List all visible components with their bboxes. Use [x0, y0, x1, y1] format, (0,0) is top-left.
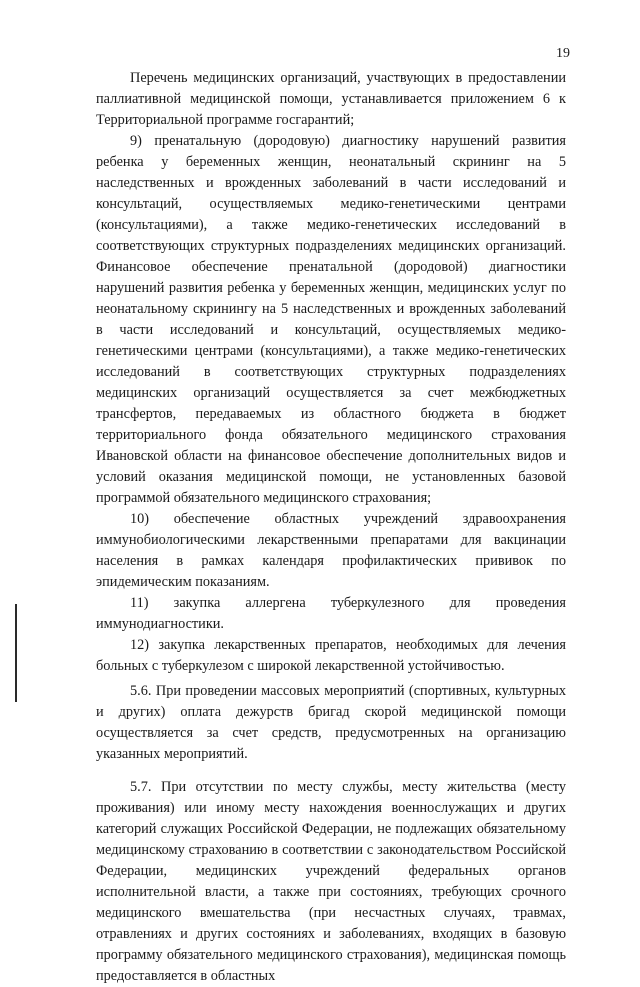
paragraph-intro: Перечень медицинских организаций, участвующих в предоставлении паллиативной медицинской помощи, устанавливается приложением 6 к Территориальной программе госгарантий;	[96, 70, 566, 128]
paragraph-section-5-6: 5.6. При проведении массовых мероприятий (спортивных, культурных и других) оплата дежурств бригад скорой медицинской помощи осуществляется за счет средств, предусмотренных на организацию указанных мероприятий.	[96, 683, 566, 762]
margin-change-bar	[15, 604, 17, 702]
paragraph-item-12: 12) закупка лекарственных препаратов, необходимых для лечения больных с туберкулезом с широкой лекарственной устойчивостью.	[96, 637, 566, 674]
paragraph-section-5-7: 5.7. При отсутствии по месту службы, месту жительства (месту проживания) или иному месту нахождения военнослужащих и других категорий служащих Российской Федерации, не подлежащих обязательному медицинскому страхованию в соответствии с законодательством Российской Федерации, медицинских учреждений федеральных органов исполнительной власти, а также при состояниях, требующих срочного медицинского вмешательства (при несчастных случаях, травмах, отравлениях и других состояниях и заболеваниях, входящих в базовую программу обязательного медицинского страхования), медицинская помощь предоставляется в областных	[96, 779, 566, 984]
page-number: 19	[556, 46, 570, 61]
paragraph-item-9: 9) пренатальную (дородовую) диагностику нарушений развития ребенка у беременных женщин, неонатальный скрининг на 5 наследственных и врожденных заболеваний в части исследований и консультаций, осуществляемых медико-генетическими центрами (консультациями), а также медико-генетических исследований в соответствующих структурных подразделениях медицинских организаций. Финансовое обеспечение пренатальной (дородовой) диагностики нарушений развития ребенка у беременных женщин, медицинских услуг по неонатальному скринингу на 5 наследственных и врожденных заболеваний в части исследований и консультаций, осуществляемых медико-генетическими центрами (консультациями), а также медико-генетических исследований в соответствующих структурных подразделениях медицинских организаций осуществляется за счет межбюджетных трансфертов, передаваемых из областного бюджета в бюджет территориального фонда обязательного медицинского страхования Ивановской области на финансовое обеспечение дополнительных видов и условий оказания медицинской помощи, не установленных базовой программой обязательного медицинского страхования;	[96, 133, 566, 506]
paragraph-item-11: 11) закупка аллергена туберкулезного для проведения иммунодиагностики.	[96, 595, 566, 632]
document-body	[96, 68, 566, 987]
paragraph-item-10: 10) обеспечение областных учреждений здравоохранения иммунобиологическими лекарственными препаратами для вакцинации населения в рамках календаря профилактических прививок по эпидемическим показаниям.	[96, 511, 566, 590]
